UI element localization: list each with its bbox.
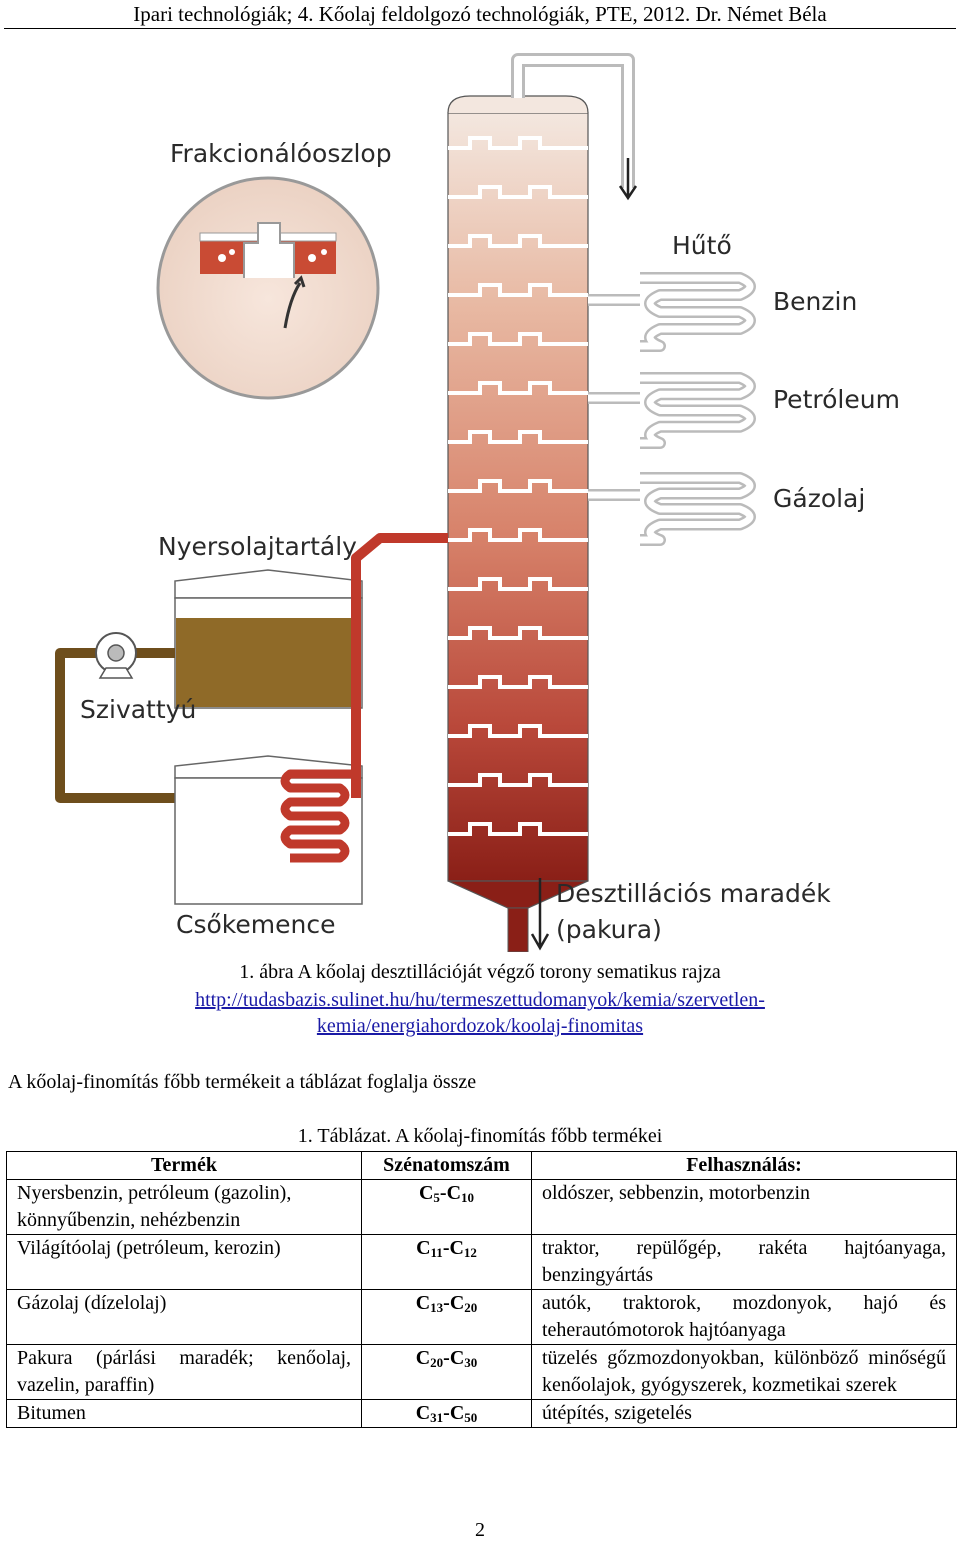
source-link-line2[interactable]: kemia/energiahordozok/koolaj-finomitas bbox=[316, 1015, 644, 1037]
diesel-label: Gázolaj bbox=[773, 484, 866, 513]
pump-icon bbox=[96, 633, 136, 678]
tray-detail-magnifier bbox=[158, 178, 378, 398]
residue-label-line2: (pakura) bbox=[556, 915, 662, 944]
cooler-coils bbox=[640, 278, 750, 540]
carbon-cell: $C_{20}-C_{30}$ bbox=[362, 1345, 532, 1400]
furnace-label: Csőkemence bbox=[176, 910, 336, 939]
product-cell: Gázolaj (dízelolaj) bbox=[7, 1290, 362, 1345]
usage-cell: traktor, repülőgép, rakéta hajtóanyaga, benzingyártás bbox=[532, 1235, 957, 1290]
residue-label-line1: Desztillációs maradék bbox=[556, 879, 831, 908]
fractionating-column bbox=[448, 96, 588, 952]
distillation-figure bbox=[0, 38, 960, 952]
usage-cell: oldószer, sebbenzin, motorbenzin bbox=[532, 1180, 957, 1235]
crude-tank-label: Nyersolajtartály bbox=[158, 532, 357, 561]
pump-label: Szivattyú bbox=[80, 695, 197, 724]
intro-text: A kőolaj-finomítás főbb termékeit a táblázat foglalja össze bbox=[8, 1071, 477, 1093]
header-usage: Felhasználás: bbox=[532, 1152, 957, 1180]
usage-cell: tüzelés gőzmozdonyokban, különböző minőségű kenőolajok, gyógyszerek, kozmetikai szerek bbox=[532, 1345, 957, 1400]
furnace-coil bbox=[285, 774, 356, 858]
usage-cell: autók, traktorok, mozdonyok, hajó és teherautómotorok hajtóanyaga bbox=[532, 1290, 957, 1345]
table-row bbox=[7, 1290, 957, 1345]
carbon-cell: $C_{31}-C_{50}$ bbox=[362, 1400, 532, 1428]
figure-caption: 1. ábra A kőolaj desztillációját végző torony sematikus rajza bbox=[239, 961, 721, 983]
carbon-cell: $C_5-C_{10}$ bbox=[362, 1180, 532, 1235]
gasoline-label: Benzin bbox=[773, 287, 858, 316]
product-cell: Pakura (párlási maradék; kenőolaj, vazelin, paraffin) bbox=[7, 1345, 362, 1400]
source-link-line1[interactable]: http://tudasbazis.sulinet.hu/hu/termeszettudomanyok/kemia/szervetlen- bbox=[195, 989, 765, 1011]
carbon-cell: $C_{13}-C_{20}$ bbox=[362, 1290, 532, 1345]
carbon-cell: $C_{11}-C_{12}$ bbox=[362, 1235, 532, 1290]
header-product: Termék bbox=[7, 1152, 362, 1180]
products-table bbox=[6, 1151, 957, 1428]
page-number: 2 bbox=[475, 1519, 485, 1541]
cooler-label: Hűtő bbox=[672, 231, 732, 260]
product-cell: Bitumen bbox=[7, 1400, 362, 1428]
crude-oil-tank bbox=[175, 570, 362, 708]
usage-cell: útépítés, szigetelés bbox=[532, 1400, 957, 1428]
page-header: Ipari technológiák; 4. Kőolaj feldolgozó technológiák, PTE, 2012. Dr. Német Béla bbox=[133, 2, 827, 26]
table-row bbox=[7, 1345, 957, 1400]
product-cell: Nyersbenzin, petróleum (gazolin), könnyűbenzin, nehézbenzin bbox=[7, 1180, 362, 1235]
column-label: Frakcionálóoszlop bbox=[170, 139, 392, 168]
table-row bbox=[7, 1400, 957, 1428]
table-row bbox=[7, 1180, 957, 1235]
table-header-row bbox=[7, 1152, 957, 1180]
header-carbon-number: Szénatomszám bbox=[362, 1152, 532, 1180]
kerosene-label: Petróleum bbox=[773, 385, 900, 414]
table-caption: 1. Táblázat. A kőolaj-finomítás főbb termékei bbox=[297, 1125, 663, 1147]
table-row bbox=[7, 1235, 957, 1290]
header-divider bbox=[4, 28, 956, 29]
product-cell: Világítóolaj (petróleum, kerozin) bbox=[7, 1235, 362, 1290]
